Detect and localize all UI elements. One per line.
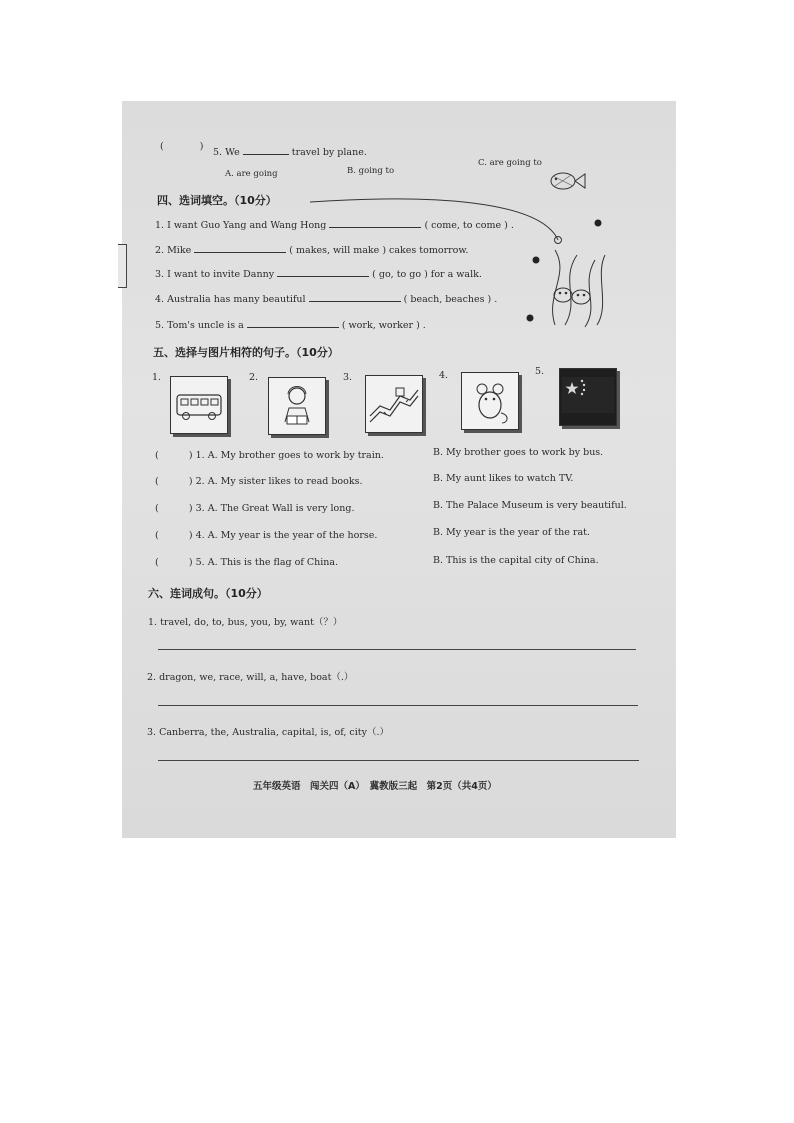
pic-number-5: 5. [535, 366, 545, 377]
s5-item-5-b: B. This is the capital city of China. [433, 555, 599, 566]
girl-reading-picture [268, 377, 326, 435]
s4-item-4: 4. Australia has many beautiful ( beach, beaches ) . [155, 294, 498, 305]
s6-answer-line-1[interactable] [158, 649, 636, 650]
q5-option-b: B. going to [347, 166, 395, 176]
section-6-title: 六、连词成句。（10分） [148, 587, 268, 600]
china-flag-picture [559, 368, 617, 426]
s5-item-1-a: ( ) 1. A. My brother goes to work by train. [155, 450, 384, 461]
pic-number-3: 3. [343, 372, 353, 383]
pic-number-1: 1. [152, 372, 162, 383]
s5-item-4-a: ( ) 4. A. My year is the year of the horse. [155, 530, 378, 541]
s6-item-2: 2. dragon, we, race, will, a, have, boat（.） [147, 672, 354, 683]
s5-item-2-a: ( ) 2. A. My sister likes to read books. [155, 476, 363, 487]
s4-item-2: 2. Mike ( makes, will make ) cakes tomorrow. [155, 245, 469, 256]
rat-picture [461, 372, 519, 430]
fish-icon [545, 166, 589, 194]
s5-item-2-b: B. My aunt likes to watch TV. [433, 473, 574, 484]
s4-item-1: 1. I want Guo Yang and Wang Hong ( come, to come ) . [155, 220, 514, 231]
page-footer: 五年级英语 闯关四（A） 冀教版三起 第2页（共4页） [253, 781, 497, 792]
s6-item-3: 3. Canberra, the, Australia, capital, is, of, city（.） [147, 727, 389, 738]
q5-option-c: C. are going to [478, 158, 542, 168]
section-5-title: 五、选择与图片相符的句子。（10分） [153, 346, 339, 359]
s4-item-3: 3. I want to invite Danny ( go, to go ) for a walk. [155, 269, 482, 280]
pic-number-4: 4. [439, 370, 449, 381]
s5-item-5-a: ( ) 5. A. This is the flag of China. [155, 557, 339, 568]
page-edge-tab [118, 244, 127, 288]
s6-answer-line-2[interactable] [158, 705, 638, 706]
s5-item-3-a: ( ) 3. A. The Great Wall is very long. [155, 503, 355, 514]
great-wall-picture [365, 375, 423, 433]
s5-item-1-b: B. My brother goes to work by bus. [433, 447, 604, 458]
s5-item-4-b: B. My year is the year of the rat. [433, 527, 590, 538]
s5-item-3-b: B. The Palace Museum is very beautiful. [433, 500, 627, 511]
seaweed-fish-illustration [525, 215, 615, 330]
section-4-title: 四、选词填空。（10分） [157, 194, 277, 207]
q5-stem: 5. We travel by plane. [213, 147, 367, 158]
s6-answer-line-3[interactable] [158, 760, 639, 761]
q5-option-a: A. are going [225, 169, 278, 179]
pic-number-2: 2. [249, 372, 259, 383]
q5-answer-bracket: ( ) [160, 141, 204, 152]
s4-item-5: 5. Tom's uncle is a ( work, worker ) . [155, 320, 426, 331]
bus-picture [170, 376, 228, 434]
s6-item-1: 1. travel, do, to, bus, you, by, want（？） [148, 617, 343, 628]
